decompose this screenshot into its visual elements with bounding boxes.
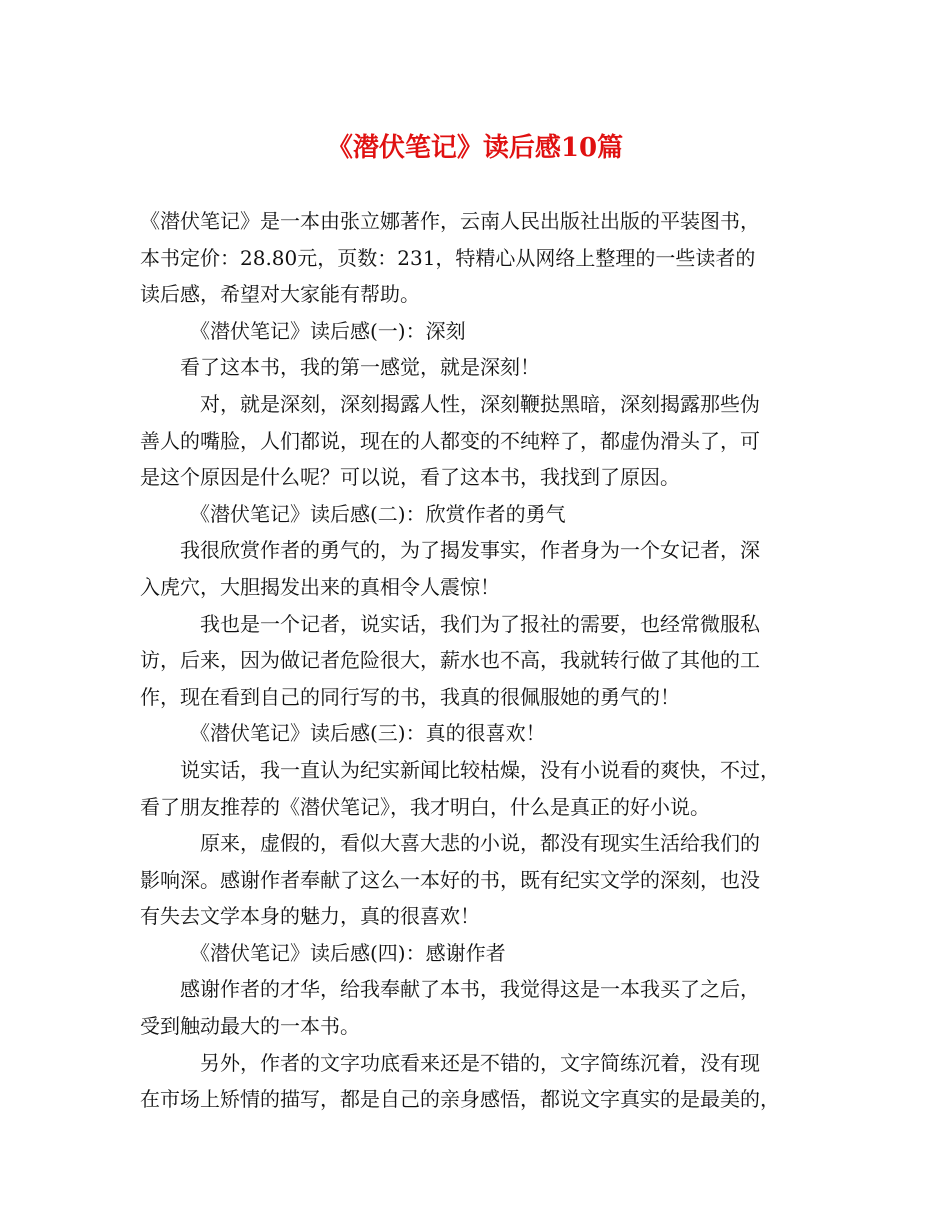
section-heading: 《潜伏笔记》读后感(一)：深刻	[190, 318, 466, 343]
section-heading: 《潜伏笔记》读后感(三)：真的很喜欢！	[190, 721, 546, 746]
document-title: 《潜伏笔记》读后感10篇	[326, 133, 624, 163]
paragraph-line: 作，现在看到自己的同行写的书，我真的很佩服她的勇气的！	[140, 684, 680, 709]
paragraph-line: 受到触动最大的一本书。	[140, 1014, 360, 1039]
paragraph-line: 读后感，希望对大家能有帮助。	[140, 282, 420, 307]
paragraph-line: 对，就是深刻，深刻揭露人性，深刻鞭挞黑暗，深刻揭露那些伪	[200, 391, 760, 416]
paragraph-line: 看了朋友推荐的《潜伏笔记》，我才明白，什么是真正的好小说。	[140, 794, 710, 819]
paragraph-line: 我也是一个记者，说实话，我们为了报社的需要，也经常微服私	[200, 611, 760, 636]
document-body	[140, 203, 830, 1118]
paragraph-line: 本书定价：28.80元，页数：231，特精心从网络上整理的一些读者的	[140, 245, 756, 270]
paragraph-line: 有失去文学本身的魅力，真的很喜欢！	[140, 904, 480, 929]
paragraph-line: 访，后来，因为做记者危险很大，薪水也不高，我就转行做了其他的工	[140, 648, 760, 673]
paragraph-line: 善人的嘴脸，人们都说，现在的人都变的不纯粹了，都虚伪滑头了，可	[140, 428, 760, 453]
paragraph-line: 入虎穴，大胆揭发出来的真相令人震惊！	[140, 574, 500, 599]
paragraph-line: 是这个原因是什么呢？可以说，看了这本书，我找到了原因。	[140, 465, 680, 490]
paragraph-line: 说实话，我一直认为纪实新闻比较枯燥，没有小说看的爽快，不过，	[180, 757, 780, 782]
section-heading: 《潜伏笔记》读后感(二)：欣赏作者的勇气	[190, 501, 566, 526]
paragraph-line: 感谢作者的才华，给我奉献了本书，我觉得这是一本我买了之后，	[180, 977, 760, 1002]
paragraph-line: 我很欣赏作者的勇气的，为了揭发事实，作者身为一个女记者，深	[180, 538, 760, 563]
section-heading: 《潜伏笔记》读后感(四)：感谢作者	[190, 940, 506, 965]
paragraph-line: 原来，虚假的，看似大喜大悲的小说，都没有现实生活给我们的	[200, 831, 760, 856]
paragraph-line: 看了这本书，我的第一感觉，就是深刻！	[180, 355, 540, 380]
paragraph-line: 《潜伏笔记》是一本由张立娜著作，云南人民出版社出版的平装图书，	[140, 209, 760, 233]
paragraph-line: 影响深。感谢作者奉献了这么一本好的书，既有纪实文学的深刻，也没	[140, 867, 760, 892]
paragraph-line: 另外，作者的文字功底看来还是不错的，文字简练沉着，没有现	[200, 1050, 760, 1075]
paragraph-line: 在市场上矫情的描写，都是自己的亲身感悟，都说文字真实的是最美的，	[140, 1087, 780, 1112]
